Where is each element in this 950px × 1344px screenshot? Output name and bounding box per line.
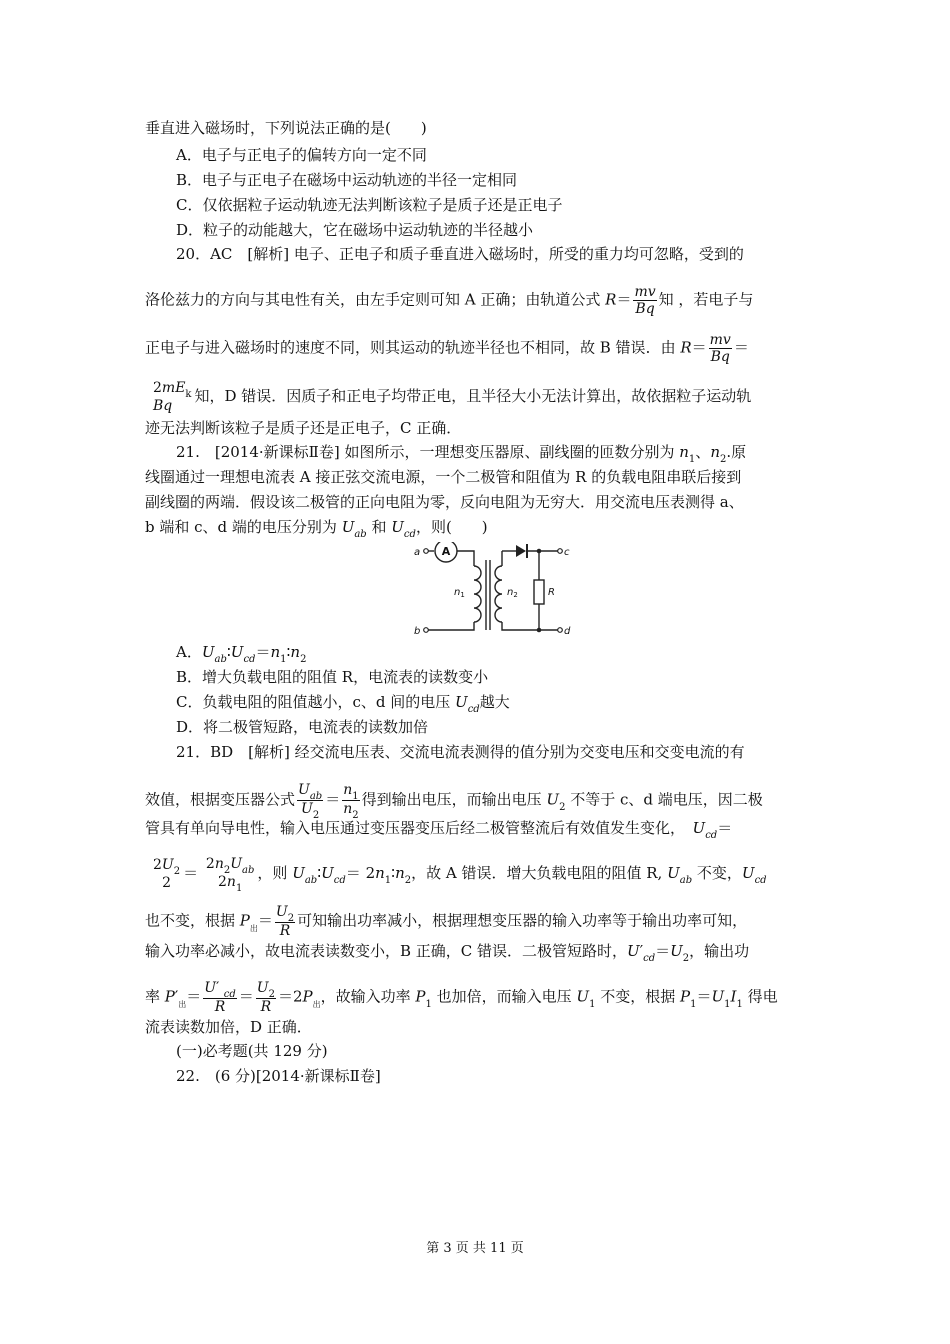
- q21-option-d: D．将二极管短路，电流表的读数加倍: [176, 718, 429, 736]
- terminal-d-label: d: [564, 626, 571, 637]
- q21-stem-line-2: 线圈通过一理想电流表 A 接正弦交流电源，一个二极管和阻值为 R 的负载电阻串联后接到: [145, 468, 742, 486]
- q21-analysis-line-7: 率 $P'_出=$ $\frac{U' _{cd}}{R}$ ＝ $\frac{U_2}{R}$ $=2P_出$，故输入功率 $P_1$ 也加倍，而输入电压 $U_1$ 不变，根据 $P_1=U_1I_1$ 得电: [145, 980, 778, 1015]
- q20-stem-tail: 垂直进入磁场时，下列说法正确的是( ): [145, 119, 427, 137]
- q21-analysis-line-3: 管具有单向导电性，输入电压通过变压器变压后经二极管整流后有效值发生变化， $U_{cd}=$: [145, 819, 733, 841]
- q20-option-c: C．仅依据粒子运动轨迹无法判断该粒子是质子还是正电子: [176, 196, 563, 214]
- page-footer: 第 3 页 共 11 页: [426, 1241, 524, 1256]
- q20-option-b: B．电子与正电子在磁场中运动轨迹的半径一定相同: [176, 171, 518, 189]
- q21-analysis-line-2: 效值，根据变压器公式 $\frac{U_{ab}}{U_2}$ ＝ $\frac{n_1}{n_2}$ 得到输出电压，而输出电压 $U_2$ 不等于 c、d 端电压，因二极: [145, 782, 763, 821]
- q21-analysis-line-5: 也不变，根据 $P_出=$ $\frac{U_2}{R}$ 可知输出功率减小，根据理想变压器的输入功率等于输出功率可知，: [145, 904, 748, 939]
- q20-analysis-line-5: 迹无法判断该粒子是质子还是正电子，C 正确．: [145, 419, 462, 437]
- q21-option-a: A．$U_{ab}∶U_{cd}=n_1∶n_2$: [176, 643, 307, 665]
- q21-analysis-line-6: 输入功率必减小，故电流表读数变小，B 正确，C 错误．二极管短路时，$U'_{cd}=U_2$，输出功: [145, 942, 750, 964]
- q20-option-a: A．电子与正电子的偏转方向一定不同: [176, 146, 427, 164]
- q21-analysis-line-4: $2U_2$ 2 ＝ $2n_2U_{ab}$ $2n_1$ ，则 $U_{ab}∶U_{cd}=$ $2n_1∶n_2$，故 A 错误．增大负载电阻的阻值 R, $U_{ab}$ 不变，$U_{cd}$: [153, 856, 767, 894]
- q20-analysis-line-3: 正电子与进入磁场时的速度不同，则其运动的轨迹半径也不相同，故 B 错误．由 R＝ $\frac{mv}{Bq}$ ＝: [145, 332, 749, 365]
- terminal-b-label: b: [414, 626, 421, 637]
- q20-analysis-line-1: 20．AC [解析] 电子、正电子和质子垂直进入磁场时，所受的重力均可忽略，受到的: [176, 245, 744, 263]
- q21-analysis-line-8: 流表读数加倍，D 正确．: [145, 1018, 312, 1036]
- resistor-label: R: [548, 587, 555, 598]
- terminal-a-label: a: [414, 547, 421, 558]
- terminal-c-label: c: [564, 547, 570, 558]
- transformer-circuit-diagram: [412, 542, 572, 638]
- secondary-coil-label: $n_2$: [507, 587, 518, 599]
- q21-option-c: C．负载电阻的阻值越小，c、d 间的电压 $U_{cd}$越大: [176, 693, 510, 715]
- q21-stem-line-3: 副线圈的两端．假设该二极管的正向电阻为零，反向电阻为无穷大．用交流电压表测得 a、: [145, 493, 744, 511]
- q21-option-b: B．增大负载电阻的阻值 R，电流表的读数变小: [176, 668, 489, 686]
- q20-option-d: D．粒子的动能越大，它在磁场中运动轨迹的半径越小: [176, 221, 534, 239]
- q21-analysis-line-1: 21．BD [解析] 经交流电压表、交流电流表测得的值分别为交变电压和交变电流的有: [176, 743, 745, 761]
- q21-stem-line-4: b 端和 c、d 端的电压分别为 $U_{ab}$ 和 $U_{cd}$，则( ): [145, 518, 488, 540]
- section-heading: (一)必考题(共 129 分): [176, 1042, 328, 1060]
- diode-icon: [516, 545, 526, 557]
- q21-stem-line-1: 21. [2014·新课标Ⅱ卷] 如图所示，一理想变压器原、副线圈的匝数分别为 $n_1$、$n_2$.原: [176, 443, 747, 465]
- q20-analysis-line-4: $2mE_k$ Bq 知，D 错误．因质子和正电子均带正电，且半径大小无法计算出，故依据粒子运动轨: [153, 380, 752, 414]
- q20-analysis-line-2: 洛伦兹力的方向与其电性有关，由左手定则可知 A 正确；由轨道公式 R＝ $\frac{mv}{Bq}$ 知 ，若电子与: [145, 284, 754, 317]
- primary-coil-label: $n_1$: [454, 587, 465, 599]
- ammeter-label: A: [441, 545, 451, 558]
- q22-heading: 22. (6 分)[2014·新课标Ⅱ卷]: [176, 1067, 381, 1085]
